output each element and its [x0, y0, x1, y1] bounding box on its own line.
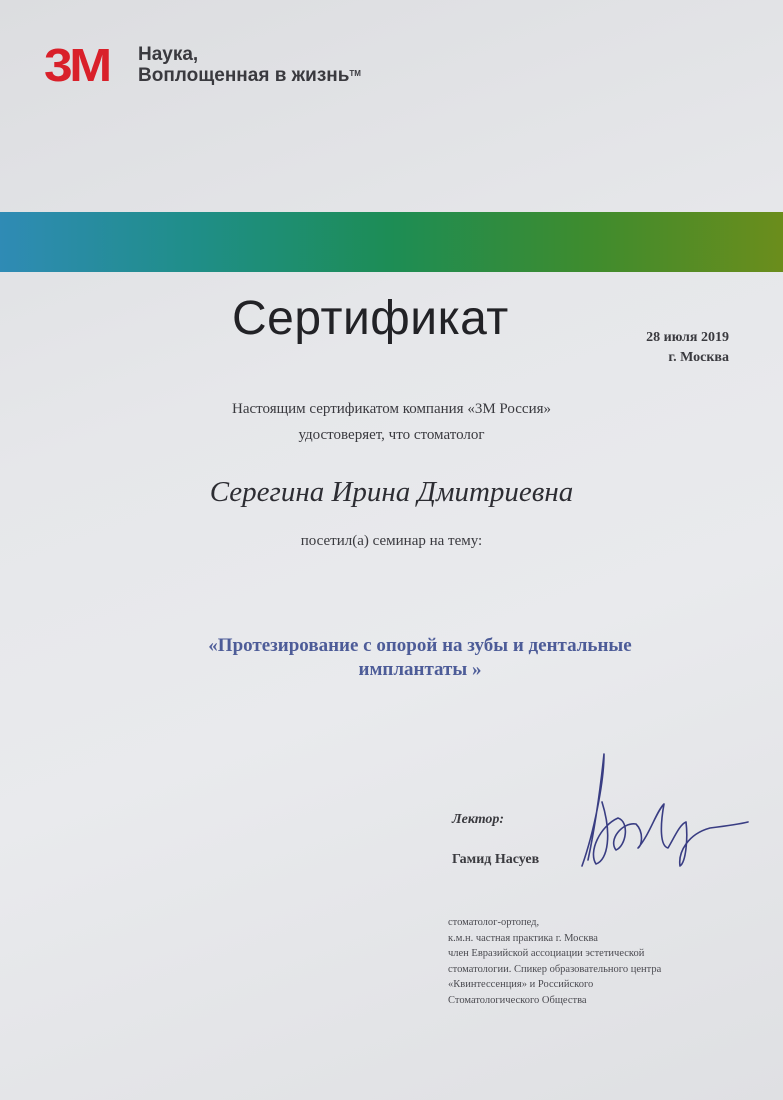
lecturer-label: Лектор:	[452, 812, 505, 827]
gradient-band	[0, 212, 783, 272]
bio-line: Стоматологического Общества	[448, 994, 587, 1006]
bio-line: стоматологии. Спикер образовательного центра	[448, 963, 662, 975]
seminar-topic	[130, 634, 710, 682]
brand-logo	[44, 39, 109, 91]
tagline-line-2	[138, 65, 361, 86]
seminar-line-2: имплантаты »	[358, 659, 482, 680]
bio-line: к.м.н. частная практика г. Москва	[448, 932, 598, 944]
seminar-line-1: «Протезирование с опорой на зубы и дентальные	[208, 635, 632, 656]
intro-line-2: удостоверяет, что стоматолог	[298, 427, 485, 443]
recipient-name: Серегина Ирина Дмитриевна	[209, 476, 574, 508]
certificate-city: г. Москва	[668, 350, 729, 365]
lecturer-name: Гамид Насуев	[452, 852, 540, 867]
certificate-date: 28 июля 2019	[646, 330, 729, 345]
logo-mark: 3M	[44, 39, 109, 91]
brand-tagline	[138, 44, 361, 86]
tagline-line-1: Наука,	[138, 44, 199, 65]
certificate-title: Сертификат	[232, 292, 509, 345]
intro-line-1: Настоящим сертификатом компания «3М Россия»	[231, 401, 551, 417]
bio-line: член Евразийской ассоциации эстетической	[448, 948, 645, 959]
date-block	[646, 328, 729, 368]
handwritten-signature	[560, 742, 760, 872]
tagline-line-2-text: Воплощенная в жизнь	[138, 65, 350, 86]
intro-text	[0, 396, 783, 448]
bio-line: «Квинтессенция» и Российского	[448, 979, 594, 990]
bio-line: стоматолог-ортопед,	[448, 917, 540, 928]
lecturer-bio	[448, 915, 748, 1008]
trademark-mark: TM	[349, 69, 361, 78]
attended-text: посетил(а) семинар на тему:	[300, 533, 483, 549]
